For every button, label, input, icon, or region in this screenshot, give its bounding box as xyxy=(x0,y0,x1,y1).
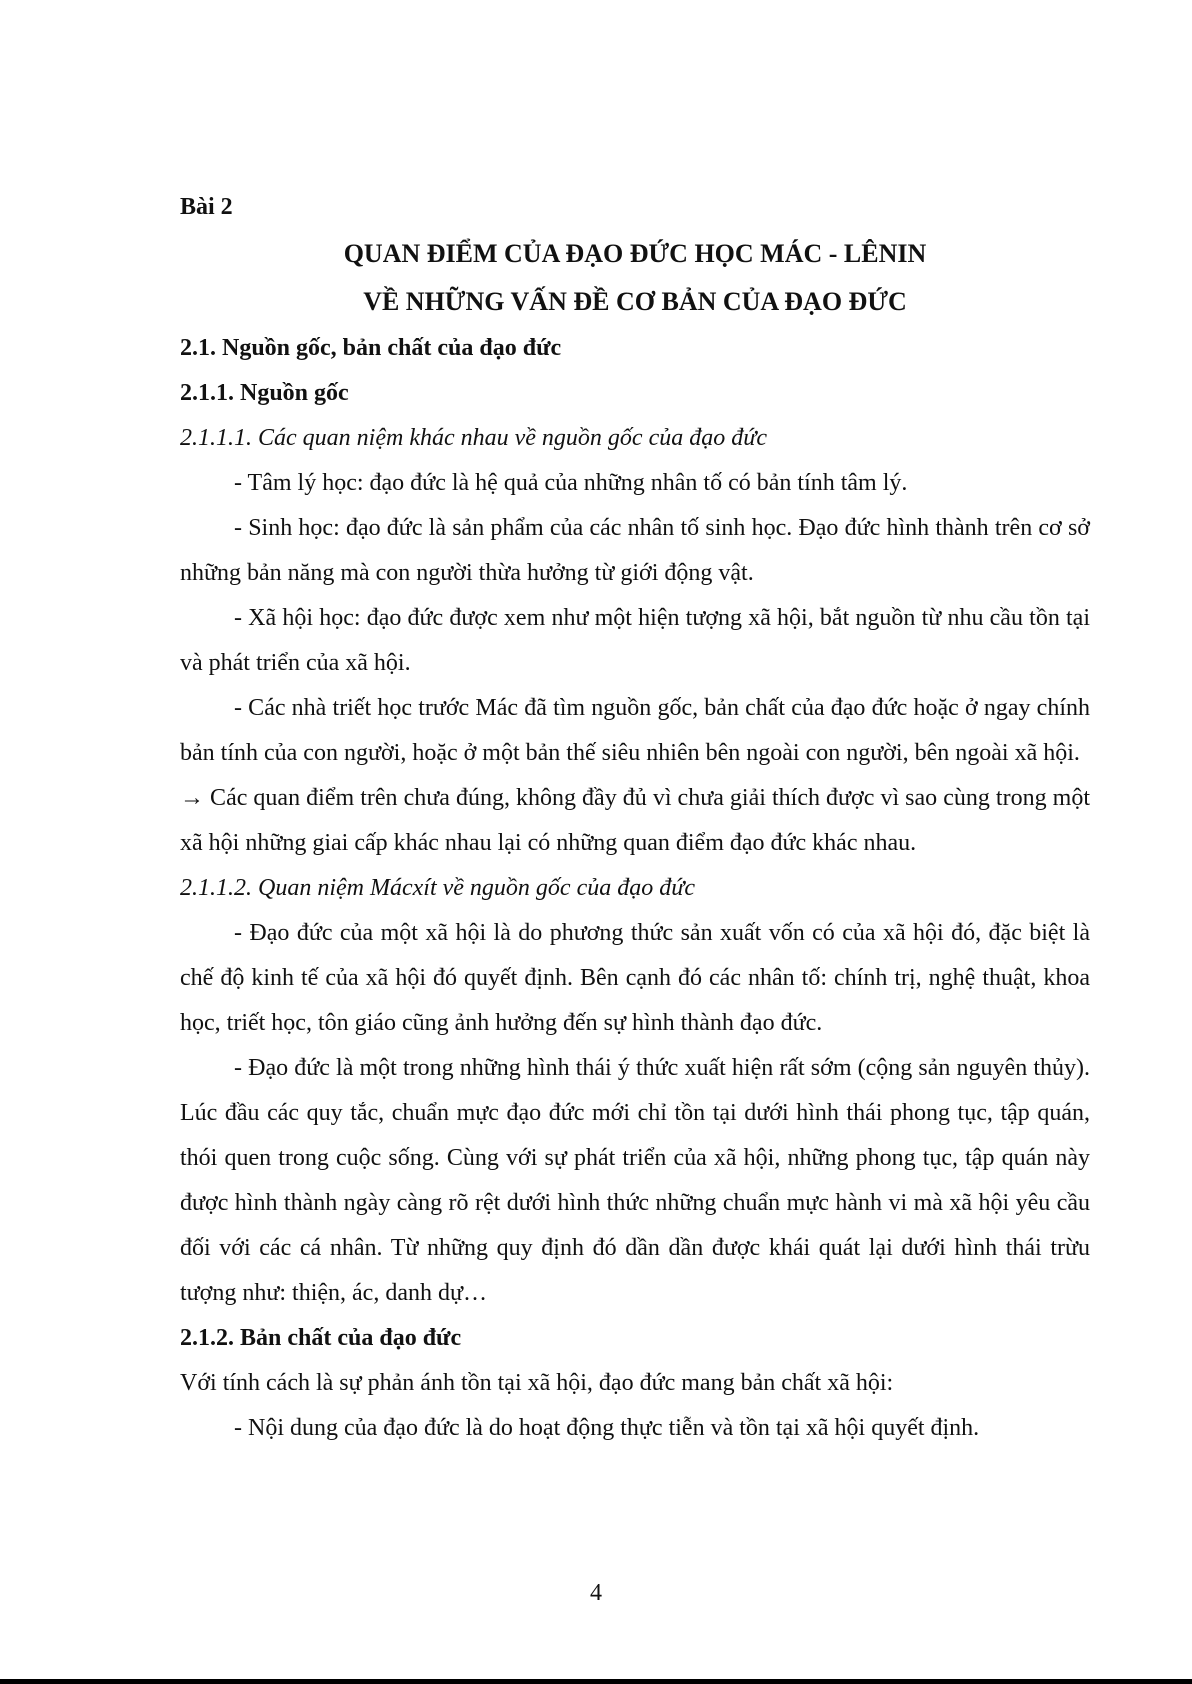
paragraph-marxist-2: - Đạo đức là một trong những hình thái ý thức xuất hiện rất sớm (cộng sản nguyên thủy). Lúc đầu các quy tắc, chuẩn mực đạo đức mới chỉ tồn tại dưới hình thái phong tục, tập quán, thói quen trong cuộc sống. Cùng với sự phát triển của xã hội, những phong tục, tập quán này được hình thành ngày càng rõ rệt dưới hình thức những chuẩn mực hành vi mà xã hội yêu cầu đối với các cá nhân. Từ những quy định đó dần dần được khái quát lại dưới hình thái trừu tượng như: thiện, ác, danh dự… xyxy=(180,1055,1090,1306)
title-line-2: VỀ NHỮNG VẤN ĐỀ CƠ BẢN CỦA ĐẠO ĐỨC xyxy=(363,287,907,316)
heading-2-1-1-2: 2.1.1.2. Quan niệm Mácxít về nguồn gốc của đạo đức xyxy=(180,875,695,901)
heading-2-1-2: 2.1.2. Bản chất của đạo đức xyxy=(180,1325,462,1351)
heading-2-1: 2.1. Nguồn gốc, bản chất của đạo đức xyxy=(180,335,562,361)
paragraph-marxist-1: - Đạo đức của một xã hội là do phương thức sản xuất vốn có của xã hội đó, đặc biệt là chế độ kinh tế của xã hội đó quyết định. Bên cạnh đó các nhân tố: chính trị, nghệ thuật, khoa học, triết học, tôn giáo cũng ảnh hưởng đến sự hình thành đạo đức. xyxy=(180,920,1090,1036)
heading-2-1-1: 2.1.1. Nguồn gốc xyxy=(180,380,349,406)
paragraph-nature-1: - Nội dung của đạo đức là do hoạt động thực tiễn và tồn tại xã hội quyết định. xyxy=(234,1415,980,1441)
paragraph-nature-intro: Với tính cách là sự phản ánh tồn tại xã hội, đạo đức mang bản chất xã hội: xyxy=(180,1370,894,1396)
lesson-label: Bài 2 xyxy=(180,194,233,220)
paragraph-psychology: - Tâm lý học: đạo đức là hệ quả của những nhân tố có bản tính tâm lý. xyxy=(234,470,908,496)
paragraph-biology: - Sinh học: đạo đức là sản phẩm của các nhân tố sinh học. Đạo đức hình thành trên cơ sở những bản năng mà con người thừa hưởng từ giới động vật. xyxy=(180,515,1090,586)
heading-2-1-1-1: 2.1.1.1. Các quan niệm khác nhau về nguồn gốc của đạo đức xyxy=(180,425,767,451)
page-number: 4 xyxy=(590,1580,602,1606)
page-content xyxy=(180,184,1090,1451)
bottom-border xyxy=(0,1679,1192,1684)
paragraph-philosophers: - Các nhà triết học trước Mác đã tìm nguồn gốc, bản chất của đạo đức hoặc ở ngay chính bản tính của con người, hoặc ở một bản thế siêu nhiên bên ngoài con người, bên ngoài xã hội. xyxy=(180,695,1090,766)
paragraph-conclusion: → Các quan điểm trên chưa đúng, không đầy đủ vì chưa giải thích được vì sao cùng trong một xã hội những giai cấp khác nhau lại có những quan điểm đạo đức khác nhau. xyxy=(180,785,1090,856)
paragraph-sociology: - Xã hội học: đạo đức được xem như một hiện tượng xã hội, bắt nguồn từ nhu cầu tồn tại và phát triển của xã hội. xyxy=(180,605,1090,676)
title-line-1: QUAN ĐIỂM CỦA ĐẠO ĐỨC HỌC MÁC - LÊNIN xyxy=(343,239,927,268)
